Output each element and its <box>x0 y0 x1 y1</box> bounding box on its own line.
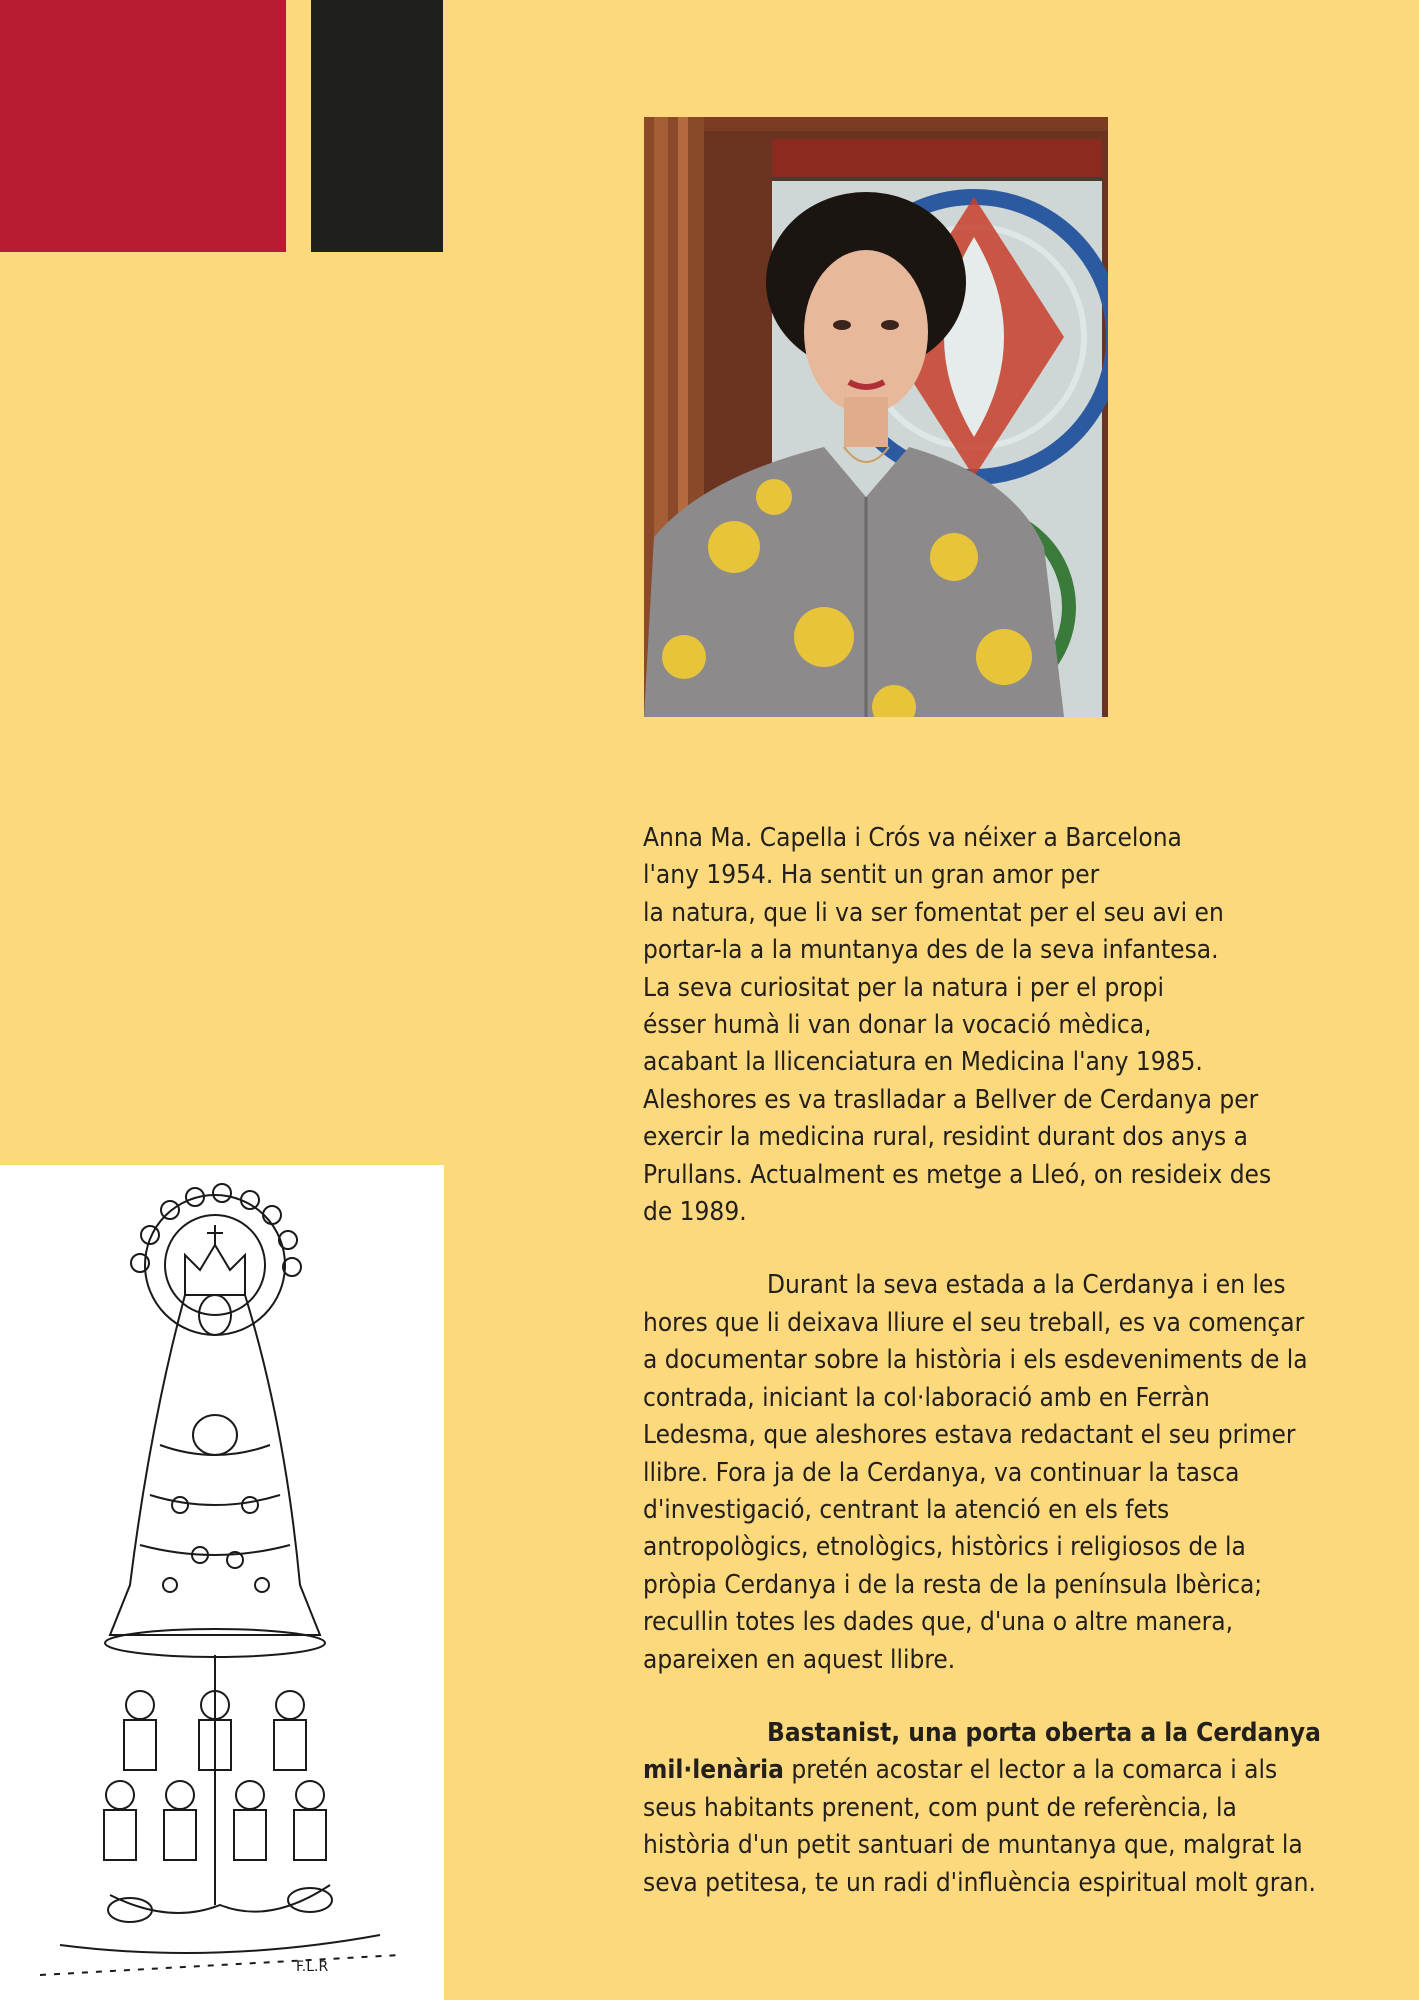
black-color-block <box>311 0 443 252</box>
author-portrait-photo <box>644 117 1108 717</box>
book-title: Bastanist, una porta oberta a la Cerdanya mil·lenària <box>643 1717 1321 1786</box>
biography-paragraph-3 <box>643 1715 1343 1902</box>
biography-paragraph-2 <box>643 1267 1343 1678</box>
virgin-statue-illustration <box>0 1165 444 2000</box>
biography-paragraph-2-text: Durant la seva estada a la Cerdanya i en les hores que li deixava lliure el seu treball, es va començar a documentar sobre la història i els esdeveniments de la contrada, iniciant la col·laboració amb en Ferràn Ledesma, que aleshores estava redactant el seu primer llibre. Fora ja de la Cerdanya, va continuar la tasca d'investigació, centrant la atenció en els fets antropològics, etnològics, històrics i religiosos de la pròpia Cerdanya i de la resta de la península Ibèrica; recullin totes les dades que, d'una o altre manera, apareixen en aquest llibre. <box>643 1270 1308 1675</box>
red-color-block <box>0 0 286 252</box>
author-biography <box>643 820 1343 1902</box>
biography-paragraph-1: Anna Ma. Capella i Crós va néixer a Barcelona l'any 1954. Ha sentit un gran amor per la natura, que li va ser fomentat per el seu avi en portar-la a la muntanya des de la seva infantesa. La seva curiositat per la natura i per el propi ésser humà li van donar la vocació mèdica, acabant la llicenciatura en Medicina l'any 1985. Aleshores es va traslladar a Bellver de Cerdanya per exercir la medicina rural, residint durant dos anys a Prullans. Actualment es metge a Lleó, on resideix des de 1989. <box>643 823 1272 1228</box>
illustration-signature: F.L.R <box>296 1959 329 1975</box>
biography-paragraph-3-text: pretén acostar el lector a la comarca i als seus habitants prenent, com punt de referència, la història d'un petit santuari de muntanya que, malgrat la seva petitesa, te un radi d'influència espiritual molt gran. <box>643 1755 1316 1898</box>
